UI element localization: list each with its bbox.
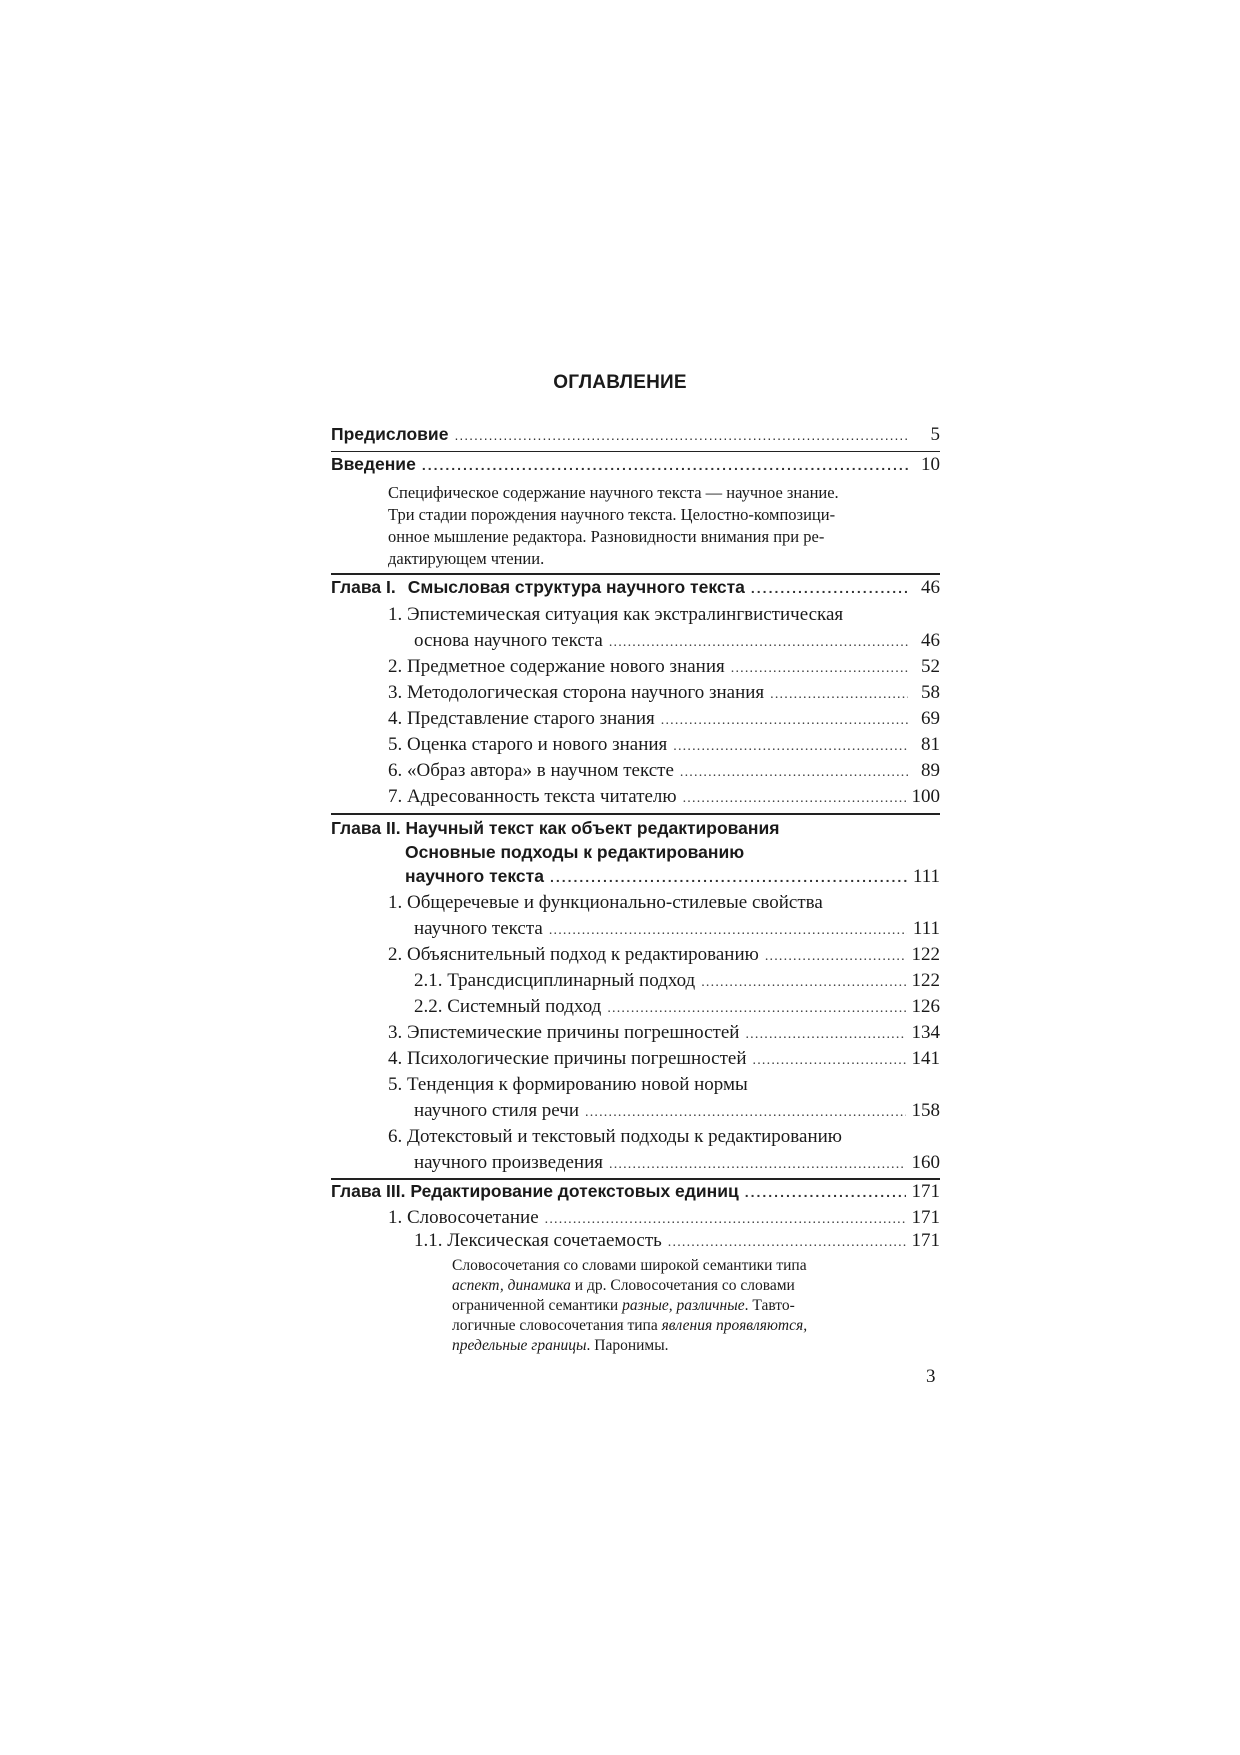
leader-dots — [753, 1053, 906, 1069]
desc-text: . Тавто- — [744, 1297, 795, 1314]
toc-chapter-1[interactable] — [331, 577, 940, 599]
toc-item-title: 1. Словосочетание — [388, 1207, 539, 1228]
toc-item-title: 2. Предметное содержание нового знания — [388, 656, 725, 677]
intro-description — [388, 482, 900, 570]
page-title: ОГЛАВЛЕНИЕ — [553, 372, 687, 393]
desc-line — [452, 1316, 898, 1336]
toc-item-1-4[interactable] — [388, 708, 940, 730]
chapter-2-line2[interactable]: Основные подходы к редактированию — [405, 842, 745, 862]
toc-item-2-1[interactable] — [414, 918, 940, 940]
toc-item-page: 122 — [911, 944, 940, 965]
toc-item-2-4[interactable] — [388, 1048, 940, 1070]
desc-italic: явления проявляются, — [661, 1317, 808, 1334]
chapter-title: научного текста — [405, 866, 544, 886]
toc-item-2-6[interactable] — [414, 1152, 940, 1174]
toc-item-page: 126 — [911, 996, 940, 1017]
toc-entry-page: 111 — [912, 866, 940, 887]
toc-item-page: 46 — [921, 630, 940, 651]
toc-item-2-6-line1[interactable]: 6. Дотекстовый и текстовый подходы к редактированию — [388, 1126, 842, 1147]
toc-item-title: научного стиля речи — [414, 1100, 579, 1121]
toc-item-2-2-1[interactable] — [414, 970, 940, 992]
toc-entry-title: Введение — [331, 454, 416, 474]
desc-text: логичные словосочетания типа — [452, 1317, 662, 1334]
leader-dots — [770, 687, 908, 703]
toc-chapter-3[interactable] — [331, 1181, 940, 1203]
toc-item-title: 5. Оценка старого и нового знания — [388, 734, 668, 755]
toc-item-2-2-2[interactable] — [414, 996, 940, 1018]
toc-item-2-1-line1[interactable]: 1. Общеречевые и функционально-стилевые свойства — [388, 892, 823, 913]
toc-item-title: 3. Эпистемические причины погрешностей — [388, 1022, 740, 1043]
divider — [331, 451, 940, 452]
chapter-2-line1[interactable]: Глава II. Научный текст как объект редактирования — [331, 818, 780, 838]
leader-dots — [673, 739, 908, 755]
desc-italic: предельные границы — [452, 1337, 587, 1354]
toc-item-1-6[interactable] — [388, 760, 940, 782]
toc-entry-intro[interactable] — [331, 454, 940, 476]
toc-item-page: 58 — [921, 682, 940, 703]
toc-item-title: 2. Объяснительный подход к редактированию — [388, 944, 759, 965]
toc-item-1-5[interactable] — [388, 734, 940, 756]
toc-item-page: 89 — [921, 760, 940, 781]
desc-line — [452, 1276, 898, 1296]
toc-item-title: 2.2. Системный подход — [414, 996, 602, 1017]
leader-dots — [765, 949, 906, 965]
toc-item-1-2[interactable] — [388, 656, 940, 678]
divider — [331, 573, 940, 575]
toc-item-page: 81 — [921, 734, 940, 755]
toc-item-3-1-1[interactable] — [414, 1230, 940, 1252]
desc-line — [452, 1256, 898, 1276]
leader-dots — [668, 1235, 906, 1251]
leader-dots — [609, 635, 908, 651]
chapter-title: Глава III. Редактирование дотекстовых единиц — [331, 1181, 739, 1201]
page-number: 3 — [926, 1366, 936, 1387]
toc-item-page: 134 — [911, 1022, 940, 1043]
toc-item-2-5-line1[interactable]: 5. Тенденция к формированию новой нормы — [388, 1074, 748, 1095]
leader-dots — [550, 869, 907, 885]
toc-item-page: 158 — [911, 1100, 940, 1121]
desc-italic: аспект, динамика — [452, 1277, 571, 1294]
toc-item-title: научного произведения — [414, 1152, 603, 1173]
desc-text: Словосочетания со словами широкой семантики типа — [452, 1257, 807, 1274]
toc-entry-page: 171 — [911, 1181, 940, 1202]
toc-item-page: 141 — [911, 1048, 940, 1069]
desc-line: дактирующем чтении. — [388, 549, 545, 568]
desc-line — [452, 1336, 898, 1356]
divider — [331, 1178, 940, 1180]
toc-entry-preface[interactable] — [331, 424, 940, 446]
leader-dots — [701, 975, 905, 991]
toc-item-2-2[interactable] — [388, 944, 940, 966]
desc-line: Три стадии порождения научного текста. Целостно-композици- — [388, 505, 836, 524]
toc-item-title: 3. Методологическая сторона научного знания — [388, 682, 765, 703]
toc-item-1-3[interactable] — [388, 682, 940, 704]
leader-dots — [731, 661, 908, 677]
toc-item-page: 171 — [911, 1207, 940, 1228]
toc-item-title: 4. Психологические причины погрешностей — [388, 1048, 747, 1069]
toc-item-page: 111 — [912, 918, 940, 939]
desc-italic: разные, различные — [622, 1297, 745, 1314]
leader-dots — [607, 1001, 905, 1017]
toc-item-title: научного текста — [414, 918, 543, 939]
toc-item-1-1[interactable] — [414, 630, 940, 652]
leader-dots — [745, 1184, 906, 1200]
toc-entry-page: 5 — [930, 424, 940, 445]
toc-item-2-5[interactable] — [414, 1100, 940, 1122]
ch3-description — [452, 1256, 898, 1356]
chapter-label: Глава I. — [331, 577, 396, 597]
desc-line: онное мышление редактора. Разновидности внимания при ре- — [388, 527, 825, 546]
toc-item-2-3[interactable] — [388, 1022, 940, 1044]
toc-item-title: 6. «Образ автора» в научном тексте — [388, 760, 674, 781]
leader-dots — [751, 580, 908, 596]
toc-item-page: 69 — [921, 708, 940, 729]
leader-dots — [549, 923, 907, 939]
leader-dots — [545, 1212, 906, 1228]
leader-dots — [422, 457, 908, 473]
toc-item-title: 4. Представление старого знания — [388, 708, 655, 729]
toc-item-page: 160 — [911, 1152, 940, 1173]
desc-line — [452, 1296, 898, 1316]
toc-entry-page: 46 — [921, 577, 940, 598]
leader-dots — [454, 427, 908, 443]
leader-dots — [680, 765, 908, 781]
toc-item-1-7[interactable] — [388, 786, 940, 808]
desc-text: . Паронимы. — [586, 1337, 669, 1354]
toc-item-title: 1.1. Лексическая сочетаемость — [414, 1230, 662, 1251]
desc-text: ограниченной семантики — [452, 1297, 623, 1314]
toc-item-page: 52 — [921, 656, 940, 677]
desc-line: Специфическое содержание научного текста — научное знание. — [388, 483, 839, 502]
toc-entry-title: Предисловие — [331, 424, 449, 444]
desc-text: и др. Словосочетания со словами — [570, 1277, 795, 1294]
leader-dots — [609, 1157, 906, 1173]
toc-chapter-2[interactable] — [405, 866, 940, 888]
leader-dots — [683, 791, 906, 807]
leader-dots — [585, 1105, 906, 1121]
toc-item-page: 122 — [911, 970, 940, 991]
toc-item-page: 171 — [911, 1230, 940, 1251]
leader-dots — [661, 713, 908, 729]
toc-item-1-1-line1[interactable]: 1. Эпистемическая ситуация как экстралингвистическая — [388, 604, 844, 625]
toc-item-page: 100 — [911, 786, 940, 807]
toc-item-title: 7. Адресованность текста читателю — [388, 786, 677, 807]
divider — [331, 813, 940, 815]
toc-entry-page: 10 — [921, 454, 940, 475]
toc-item-3-1[interactable] — [388, 1207, 940, 1229]
toc-item-title: 2.1. Трансдисциплинарный подход — [414, 970, 696, 991]
leader-dots — [745, 1027, 905, 1043]
toc-item-title: основа научного текста — [414, 630, 603, 651]
chapter-title: Смысловая структура научного текста — [407, 577, 745, 597]
